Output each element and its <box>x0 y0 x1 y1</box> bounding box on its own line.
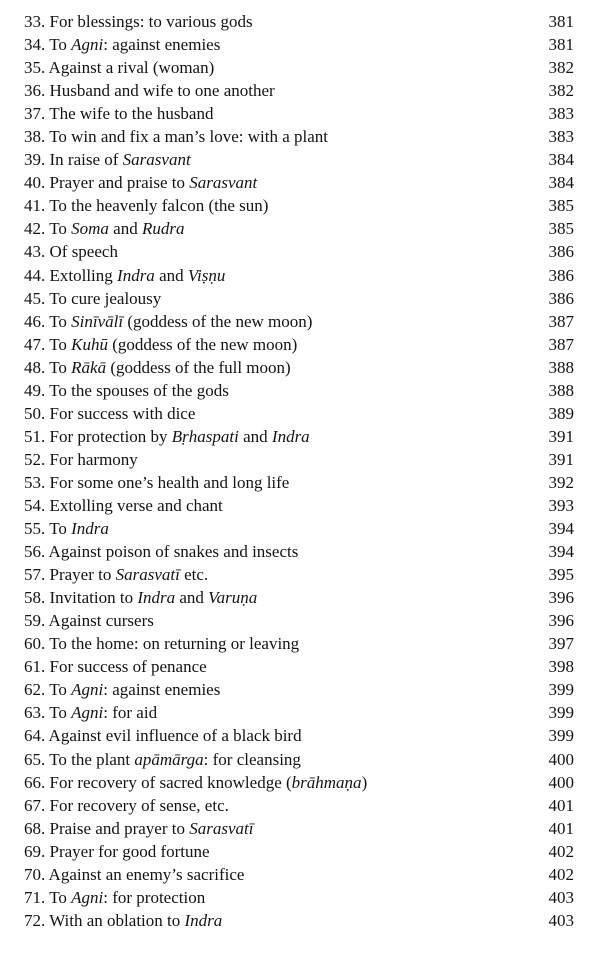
toc-entry-title-text: 49. To the spouses of the gods <box>24 380 229 400</box>
toc-entry-title <box>24 240 534 263</box>
toc-entry <box>24 148 574 171</box>
toc-entry-page-number: 400 <box>548 749 574 769</box>
toc-entry-title <box>24 609 534 632</box>
toc-entry-title-text: : for aid <box>103 703 158 723</box>
toc-entry-title <box>24 540 534 563</box>
toc-entry-title-text: 36. Husband and wife to one another <box>24 81 275 101</box>
toc-entry-title <box>24 724 534 747</box>
toc-entry-title-text: 63. To <box>24 703 72 723</box>
toc-entry-page-number: 382 <box>548 58 574 78</box>
toc-entry-title <box>24 379 534 402</box>
toc-entry-title <box>24 79 534 102</box>
toc-entry-page-number: 386 <box>548 265 574 285</box>
toc-entry-page-number: 388 <box>548 380 574 400</box>
toc-entry-title-italic: Indra <box>184 910 223 930</box>
toc-entry-title-text: 71. To <box>24 887 72 907</box>
toc-entry-title-text: 70. Against an enemy’s sacrifice <box>24 864 245 884</box>
toc-entry-page-number: 385 <box>548 196 574 216</box>
toc-entry-title-text: 64. Against evil influence of a black bird <box>24 726 302 746</box>
toc-entry-title <box>24 102 534 125</box>
toc-entry-title-text: 67. For recovery of sense, etc. <box>24 795 229 815</box>
toc-entry-title-text: 58. Invitation to <box>24 588 138 608</box>
toc-entry <box>24 240 574 263</box>
toc-entry-title-text: and <box>238 426 272 446</box>
toc-entry <box>24 425 574 448</box>
toc-entry-title-italic: Agni <box>71 35 104 55</box>
toc-entry <box>24 609 574 632</box>
toc-entry-title <box>24 909 534 932</box>
toc-entry <box>24 586 574 609</box>
toc-entry-title-text: 45. To cure jealousy <box>24 288 162 308</box>
toc-entry-title-text: and <box>108 219 142 239</box>
toc-entry <box>24 333 574 356</box>
toc-entry-title <box>24 586 534 609</box>
toc-entry <box>24 448 574 471</box>
toc-entry-title-text: 44. Extolling <box>24 265 118 285</box>
toc-entry-page-number: 398 <box>548 657 574 677</box>
toc-entry-title <box>24 494 534 517</box>
toc-entry-title <box>24 217 534 240</box>
toc-entry-page-number: 388 <box>548 357 574 377</box>
toc-entry-title-text: 55. To <box>24 519 72 539</box>
toc-entry-title-text: 56. Against poison of snakes and insects <box>24 542 299 562</box>
toc-entry-page-number: 385 <box>548 219 574 239</box>
table-of-contents <box>24 10 574 932</box>
toc-entry-title-text: 48. To <box>24 357 72 377</box>
toc-entry-title-italic: Soma <box>71 219 109 239</box>
toc-entry-title <box>24 194 534 217</box>
toc-entry-title-text: 43. Of speech <box>24 242 118 262</box>
toc-entry <box>24 471 574 494</box>
toc-entry-page-number: 399 <box>548 680 574 700</box>
toc-entry-title-text: 42. To <box>24 219 72 239</box>
toc-entry-title-italic: Sinīvālī <box>71 311 124 331</box>
toc-entry-title-text: 61. For success of penance <box>24 657 207 677</box>
toc-entry-title-text: : for protection <box>103 887 206 907</box>
toc-entry <box>24 563 574 586</box>
toc-entry-title-italic: Agni <box>71 703 104 723</box>
toc-entry-page-number: 403 <box>548 910 574 930</box>
toc-entry-page-number: 387 <box>548 311 574 331</box>
toc-entry-title-text: 65. To the plant <box>24 749 135 769</box>
toc-entry-title <box>24 125 534 148</box>
toc-entry-page-number: 389 <box>548 403 574 423</box>
toc-entry-title-text: 51. For protection by <box>24 426 172 446</box>
toc-entry-title-italic: brāhmaṇa <box>291 772 362 792</box>
toc-entry <box>24 724 574 747</box>
toc-entry <box>24 863 574 886</box>
toc-entry-title-italic: Rākā <box>71 357 107 377</box>
toc-entry <box>24 125 574 148</box>
toc-entry-title-italic: Indra <box>71 519 109 539</box>
toc-entry <box>24 678 574 701</box>
toc-entry-page-number: 401 <box>548 795 574 815</box>
toc-entry-title-italic: Sarasvatī <box>115 565 180 585</box>
toc-entry <box>24 540 574 563</box>
toc-entry <box>24 194 574 217</box>
toc-entry-title-text: 33. For blessings: to various gods <box>24 12 253 31</box>
toc-entry <box>24 102 574 125</box>
toc-entry-title-italic: Bṛhaspati <box>171 426 239 446</box>
toc-entry-title <box>24 56 534 79</box>
toc-entry <box>24 632 574 655</box>
toc-entry-title-text: (goddess of the new moon) <box>107 334 298 354</box>
toc-entry-title-italic: Agni <box>71 887 104 907</box>
toc-entry <box>24 748 574 771</box>
toc-entry-title <box>24 840 534 863</box>
toc-entry-title-italic: Sarasvant <box>189 173 258 193</box>
toc-entry-title-italic: Agni <box>71 680 104 700</box>
toc-entry <box>24 171 574 194</box>
toc-entry-title-text: etc. <box>179 565 209 585</box>
toc-entry-title-italic: Indra <box>137 588 176 608</box>
toc-entry-title-text: 41. To the heavenly falcon (the sun) <box>24 196 269 216</box>
toc-entry <box>24 701 574 724</box>
toc-entry <box>24 310 574 333</box>
toc-entry-title-text: 59. Against cursers <box>24 611 154 631</box>
toc-entry-page-number: 394 <box>548 542 574 562</box>
toc-entry-page-number: 392 <box>548 472 574 492</box>
toc-entry-title <box>24 264 534 287</box>
toc-entry-title-text: and <box>175 588 209 608</box>
toc-entry-title-italic: Indra <box>117 265 155 285</box>
toc-entry-title-italic: Rudra <box>141 219 185 239</box>
toc-entry-title-text: 37. The wife to the husband <box>24 104 214 124</box>
toc-entry-title <box>24 517 534 540</box>
toc-entry-title <box>24 678 534 701</box>
toc-entry-title <box>24 310 534 333</box>
toc-entry-title <box>24 886 534 909</box>
toc-entry-page-number: 402 <box>548 864 574 884</box>
toc-entry-title-italic: apāmārga <box>134 749 204 769</box>
toc-entry-page-number: 403 <box>548 887 574 907</box>
toc-entry-title <box>24 333 534 356</box>
toc-entry-page-number: 396 <box>548 588 574 608</box>
toc-entry-title <box>24 471 534 494</box>
toc-entry-title-text: (goddess of the full moon) <box>106 357 291 377</box>
toc-entry-title-text: 72. With an oblation to <box>24 910 185 930</box>
toc-entry-title <box>24 148 534 171</box>
toc-entry <box>24 217 574 240</box>
toc-entry-title <box>24 10 534 33</box>
toc-entry-title-text: and <box>154 265 188 285</box>
toc-entry-title-text: : against enemies <box>103 680 221 700</box>
toc-entry-title-text: : against enemies <box>103 35 221 55</box>
toc-entry-page-number: 386 <box>548 242 574 262</box>
toc-entry-page-number: 383 <box>548 127 574 147</box>
toc-entry-page-number: 399 <box>548 703 574 723</box>
toc-entry-page-number: 384 <box>548 173 574 193</box>
toc-entry <box>24 771 574 794</box>
toc-entry-title-text: 47. To <box>24 334 72 354</box>
toc-entry-title-text: : for cleansing <box>203 749 301 769</box>
toc-entry-title <box>24 171 534 194</box>
toc-entry-title <box>24 817 534 840</box>
toc-entry-page-number: 400 <box>548 772 574 792</box>
toc-entry-page-number: 387 <box>548 334 574 354</box>
toc-entry-page-number: 394 <box>548 519 574 539</box>
toc-entry-title-italic: Indra <box>271 426 310 446</box>
toc-entry-title-text: 35. Against a rival (woman) <box>24 58 215 78</box>
toc-entry <box>24 840 574 863</box>
toc-entry <box>24 494 574 517</box>
toc-entry <box>24 264 574 287</box>
toc-entry-title-text: 53. For some one’s health and long life <box>24 472 290 492</box>
toc-entry-title <box>24 655 534 678</box>
toc-entry-page-number: 382 <box>548 81 574 101</box>
toc-entry-title-text: 69. Prayer for good fortune <box>24 841 210 861</box>
toc-entry <box>24 379 574 402</box>
toc-entry-page-number: 397 <box>548 634 574 654</box>
toc-entry-page-number: 401 <box>548 818 574 838</box>
toc-entry-title-text: (goddess of the new moon) <box>123 311 313 331</box>
toc-entry-title-italic: Varuṇa <box>208 588 258 608</box>
toc-entry-title <box>24 448 534 471</box>
toc-entry-page-number: 384 <box>548 150 574 170</box>
toc-entry-title-text: 57. Prayer to <box>24 565 116 585</box>
toc-entry <box>24 886 574 909</box>
toc-entry-title-italic: Kuhū <box>71 334 108 354</box>
toc-entry <box>24 356 574 379</box>
toc-entry-title-text: 40. Prayer and praise to <box>24 173 190 193</box>
toc-entry-page-number: 396 <box>548 611 574 631</box>
toc-entry-title-text: 60. To the home: on returning or leaving <box>24 634 300 654</box>
toc-entry-page-number: 391 <box>548 426 574 446</box>
toc-entry-title-italic: Viṣṇu <box>187 265 226 285</box>
toc-entry-title-text: 62. To <box>24 680 72 700</box>
toc-entry-page-number: 383 <box>548 104 574 124</box>
toc-entry <box>24 33 574 56</box>
toc-entry-title-text: 68. Praise and prayer to <box>24 818 190 838</box>
toc-entry-page-number: 386 <box>548 288 574 308</box>
toc-entry-title-text: 34. To <box>24 35 72 55</box>
toc-entry-page-number: 395 <box>548 565 574 585</box>
toc-entry-page-number: 381 <box>548 12 574 31</box>
toc-entry-page-number: 402 <box>548 841 574 861</box>
toc-entry-title-text: 46. To <box>24 311 72 331</box>
toc-entry-title <box>24 748 534 771</box>
toc-entry-title-text: 66. For recovery of sacred knowledge ( <box>24 772 292 792</box>
toc-entry-title-text: 50. For success with dice <box>24 403 196 423</box>
toc-entry-title <box>24 794 534 817</box>
toc-entry-title-text: 38. To win and fix a man’s love: with a plant <box>24 127 328 147</box>
toc-entry <box>24 402 574 425</box>
toc-entry <box>24 287 574 310</box>
toc-entry <box>24 79 574 102</box>
toc-entry-title <box>24 33 534 56</box>
toc-entry-title-italic: Sarasvant <box>122 150 191 170</box>
toc-entry <box>24 655 574 678</box>
toc-entry-title <box>24 287 534 310</box>
toc-entry-title-text: ) <box>361 772 368 792</box>
toc-entry-title <box>24 402 534 425</box>
toc-entry-title <box>24 863 534 886</box>
toc-entry <box>24 56 574 79</box>
toc-entry-title-text: 39. In raise of <box>24 150 123 170</box>
toc-entry <box>24 817 574 840</box>
toc-entry-title <box>24 701 534 724</box>
toc-entry-title-text: 54. Extolling verse and chant <box>24 495 223 515</box>
toc-entry-page-number: 391 <box>548 449 574 469</box>
toc-entry-title <box>24 632 534 655</box>
toc-entry-title <box>24 771 534 794</box>
toc-entry-page-number: 393 <box>548 495 574 515</box>
toc-entry <box>24 10 574 33</box>
toc-entry-title-text: 52. For harmony <box>24 449 138 469</box>
toc-entry <box>24 909 574 932</box>
toc-entry-page-number: 381 <box>548 35 574 55</box>
toc-entry-title <box>24 425 534 448</box>
toc-entry-page-number: 399 <box>548 726 574 746</box>
toc-entry <box>24 517 574 540</box>
toc-entry <box>24 794 574 817</box>
toc-entry-title-italic: Sarasvatī <box>189 818 254 838</box>
toc-entry-title <box>24 356 534 379</box>
toc-entry-title <box>24 563 534 586</box>
